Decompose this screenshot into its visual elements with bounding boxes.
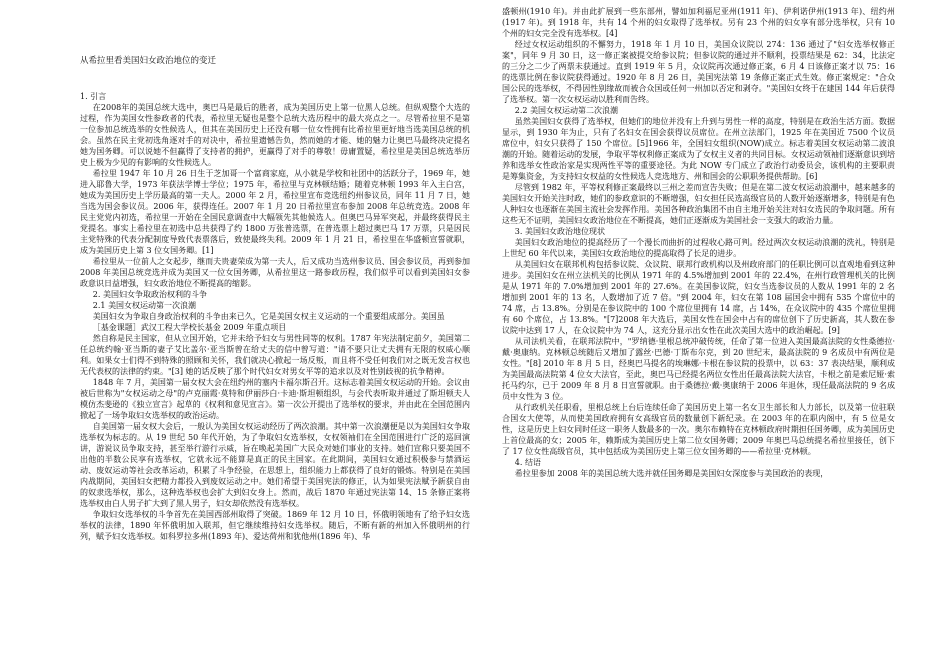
paragraph: 尽管到 1982 年，平等权利修正案最终以三州之差而宣告失败；但是在第二波女权运动浪潮中，越来越多的美国妇女开始关注时政，她们的参政意识的不断增强，妇女担任民选高级官员的人数开始逐渐增多，特别是有色人种妇女也逐渐在美国主流社会发挥作用。美国各种政治集团不由自主地开始关注对妇女选民的争取问题。所有这些无不证明，美国妇女政治地位在不断提高，她们正逐渐成为美国社会一支强大的政治力量。 [502,183,895,225]
paragraph: 在2008年的美国总统大选中，奥巴马是最后的胜者，成为美国历史上第一位黑人总统。但纵观整个大选的过程，作为美国女性参政者的代表，希拉里无疑也是整个总统大选历程中的最大亮点之一。尽管希拉里不是第一位参加总统选举的女性候选人，但其在美国历史上还没有哪一位女性拥有比希拉里更好地当选美国总统的机会。虽然在民主党初选角逐对手的对决中，希拉里遗憾告负，然而她的才能、她的魅力让奥巴马最终决定提名她为国务卿。可以说她不但赢得了支持者的拥护，更赢得了对手的尊敬！毋庸置疑，希拉里是美国总统选举历史上极为少见的有影响的女性候选人。 [80,103,470,167]
left-column [80,56,470,542]
paper-title: 从希拉里看美国妇女政治地位的变迁 [80,56,217,66]
left-column-body [80,91,470,542]
paragraph: 从行政机关任职看，里根总统上台后连续任命了美国历史上第一名女卫生部长和人力部长，以及第一位驻联合国女大使等，从而使美国政府拥有女高级官员的数量创下新纪录。在 2003 年的在职内阁中，有 5 位是女性，这是历史上妇女同时任这一职务人数最多的一次。奥尔布赖特在克林顿政府时期担任国务卿，成为美国历史上首位最高的女；2005 年，赖斯成为美国历史上第二位女国务卿；2009 年奥巴马总统提名希拉里接任，创下了 17 位女性高级官员，其中包括成为美国历史上第三位女国务卿的——希拉里·克林顿。 [502,403,895,456]
paragraph: 自美国第一届女权大会后，一般认为美国女权运动经历了两次浪潮。其中第一次浪潮便是以为美国妇女争取选举权为标志的。从 19 世纪 50 年代开始，为了争取妇女选举权，女权领袖们在全国范围进行广泛的巡回演讲，游说议员争取支持，甚至举行游行示威，旨在唤起美国广大民众对她们事业的支持。她们宣称只要美国不出他的半数公民享有选举权，它就永远不能算是真正的民主国家。在此期间，美国妇女通过积极参与禁酒运动、废奴运动等社会改革运动，积累了斗争经验，在思想上，组织能力上都获得了良好的锻炼。特别是在美国内战期间，美国妇女把精力都投入到废奴运动之中。她们希望于美国宪法的修正，认为如果宪法赋予新获自由的奴隶选举权，那么，这种选举权也会扩大到妇女身上。然而，战后 1870 年通过宪法第 14、15 条修正案将选举权由白人男子扩大到了黑人男子，妇女却依然没有选举权。 [80,422,470,508]
paragraph: 1848 年 7 月，美国第一届女权大会在纽约州的塞内卡福尔斯召开。这标志着美国女权运动的开始。会议由被后世称为"女权运动之母"的卢克丽霞·莫特和伊丽莎白·卡迪·斯坦顿组织，与会代表听取并通过了斯坦顿夫人模仿杰斐逊的《独立宣言》起草的《权利和意见宣言》。第一次公开提出了选举权的要求，并由此在全国范围内掀起了一场争取妇女选举权的政治运动。 [80,378,470,420]
section-heading: 1. 引言 [80,92,107,101]
right-column [502,6,895,479]
section-heading: 4. 结语 [514,458,541,467]
paragraph: 争取妇女选举权的斗争首先在美国西部州取得了突破。1869 年 12 月 10 日，怀俄明领地有了给予妇女选举权的法律，1890 年怀俄明加入联邦，但它继续维持妇女选举权。随后，不断有新的州加入怀俄明州的行列，赋予妇女选举权。如科罗拉多州(1893 年)、爱达荷州和犹他州(1896 年)、华 [80,510,470,541]
paragraph: 希拉里 1947 年 10 月 26 日生于芝加哥一个富商家庭，从小就是学校和社团中的活跃分子，1969 年，她进入耶鲁大学，1973 年获法学博士学位；1975 年，希拉里与克林顿结婚；随着克林顿 1993 年入主白宫，她成为美国历史上学历最高的第一夫人。2000 年 2 月，希拉里宣布竞选纽约州参议员，同年 11 月 7 日，她当选为国会参议员。2006 年，获得连任。2007 年 1 月 20 日希拉里宣布参加 2008 年总统竞选。2008 年民主党党内初选，希拉里一开始在全国民意调查中大幅领先其他候选人。但奥巴马异军突起，并最终获得民主党提名。事实上希拉里在初选中总共获得了约 1800 万张普选票，在普选票上超过奥巴马 17 万票，只是因民主党特殊的代表分配制度导致代表票落后，致使最终失利。2009 年 1 月 21 日，希拉里在华盛顿宣誓就职，成为美国历史上第 3 位女国务卿。[1] [80,169,470,255]
paragraph: 希拉里从一位前人之女起步，继而夫贵妻荣成为第一夫人，后又成功当选州参议员、国会参议员，再到参加 2008 年美国总统竞选并成为美国又一位女国务卿，从希拉里这一路参政历程，我们似乎可以看到美国妇女参政意识日益增强，妇女政治地位不断提高的缩影。 [80,257,470,288]
paragraph: 希拉里参加 2008 年的美国总统大选并就任国务卿是美国妇女深度参与美国政治的表现， [514,469,829,478]
paragraph: 经过女权运动组织的不懈努力，1918 年 1 月 10 日，美国众议院以 274：136 通过了"妇女选举权修正案"，同年 9 月 30 日，这一修正案被提交给参议院；但参议院的通过并不顺利，投票结果是 62：34，比法定的三分之二少了两票未获通过。直到 1919 年 5 月，众议院再次通过修正案，6 月 4 日该修正案才以 75：16 的选票比例在参议院获得通过。1920 年 8 月 26 日，美国宪法第 19 条修正案正式生效。修正案规定："合众国公民的选举权，不得因性别缘故而被合众国或任何一州加以否定和剥夺。"美国妇女终于在建国 144 年后获得了选举权。第一次女权运动以胜利而告终。 [502,40,895,104]
paragraph: 虽然美国妇女获得了选举权，但她们的地位并没有上升到与男性一样的高度，特别是在政治生活方面。数据显示，到 1930 年为止，只有了名妇女在国会获得议员席位。在州立法部门，1925 年在美国近 7500 个议员席位中，妇女只获得了 150 个席位。[5]1966 年，全国妇女组织(NOW)成立。标志着美国女权运动第二波浪潮的开始。随着运动的发展，争取平等权利修正案成为了女权主义者的共同目标。女权运动领袖们逐渐意识到培养和选举女性政治家是实现两性平等的重要途径。为此 NOW 专门成立了政治行动委员会，该机构的主要职责是筹集资金，为支持妇女权益的女性候选人竞选地方、州和国会的公职职务提供帮助。[6] [502,117,895,181]
paragraph: 从美国妇女在联邦机构包括参议院、众议院、联邦行政机构以及州政府部门的任职比例可以直观地看到这种进步。美国妇女在州立法机关的比例从 1971 年的 4.5%增加到 2001 年的 22.4%，在州行政管理机关的比例是从 1971 年的 7.0%增加到 2001 年的 27.6%。在美国参议院，妇女当选参议员的人数从 1991 年的 2 名增加到 2001 年的 13 名，人数增加了近 7 倍。"到 2004 年，妇女在第 108 届国会中拥有 535 个席位中的 74 席，占 13.8%。分别是在参议院中的 100 个席位里拥有 14 席，占 14%，在众议院中的 435 个席位里拥有 60 个席位，占 13.8%。"[7]2008 年大选后，美国女性在国会中占有的席位创下了历史新高，其人数在参议院中达到 17 人，在众议院中为 74 人，这充分显示出女性在此次美国大选中的政治崛起。[9] [502,260,895,335]
paragraph: 从司法机关看，在联邦法院中，"罗纳德·里根总统冲破传统，任命了第一位进入美国最高法院的女性桑德拉·戴·奥康纳。克林顿总统随后又增加了露丝·巴德·丁斯布尔克，到 20 世纪末，最高法院的 9 名成员中有两位是女性。"[8] 2010 年 8 月 5 日，经奥巴马提名的埃琳娜·卡根在参议院的投票中，以 63：37 表决结果，顺利成为美国最高法院第 4 位女大法官，至此，奥巴马已经提名两位女性出任最高法院大法官，卡根之前是索尼娅·索托马约尔，已于 2009 年 8 月 8 日宣誓就职。由于桑德拉·戴·奥康纳于 2006 年退休，现任最高法院的 9 名成员中女性为 3 位。 [502,337,895,401]
section-heading: 3. 美国妇女政治地位现状 [514,227,605,236]
paragraph: 美国妇女为争取自身政治权利的斗争由来已久，它是美国女权主义运动的一个重要组成部分。美国虽 [92,312,445,321]
section-heading: 2.2 美国女权运动第二次浪潮 [514,106,619,115]
paragraph: 然自称是民主国家，但从立国开始，它并未给予妇女与男性同等的权利。1787 年宪法制定前夕，美国第二任总统约翰·亚当斯的妻子艾比盖尔·亚当斯曾在给丈夫的信中曾写道："请不要只让丈夫拥有无限的权威心顺利。如果女士们得不到特殊的照顾和关怀，我们就决心掀起一场反叛，而且将不受任何我们对之既无发言权也无代表权的法律的约束。"[3] 她的话反映了那个时代妇女对男女平等的追求以及对性别歧视的抗争精神。 [80,334,470,376]
paragraph: 美国妇女政治地位的提高经历了一个漫长而曲折的过程收心路可判。经过两次女权运动浪潮的洗礼，特别是上世纪 60 年代以来，美国妇女政治地位的提高取得了长足的进步。 [502,238,895,258]
section-heading: 2. 美国妇女争取政治权利的斗争 [92,290,207,299]
paragraph: ［基金课题］武汉工程大学校长基金 2009 年重点项目 [92,323,287,332]
section-heading: 2.1 美国女权运动第一次浪潮 [92,301,197,310]
right-column-body [502,6,895,479]
paragraph: 盛顿州(1910 年)。并由此扩展到一些东部州，譬如加利福尼亚州(1911 年)、伊利诺伊州(1913 年)、纽约州(1917 年)。到 1918 年，共有 14 个州的妇女取得了选举权。另有 23 个州的妇女享有部分选举权，只有 10 个州的妇女完全没有选举权。[4] [502,7,895,38]
